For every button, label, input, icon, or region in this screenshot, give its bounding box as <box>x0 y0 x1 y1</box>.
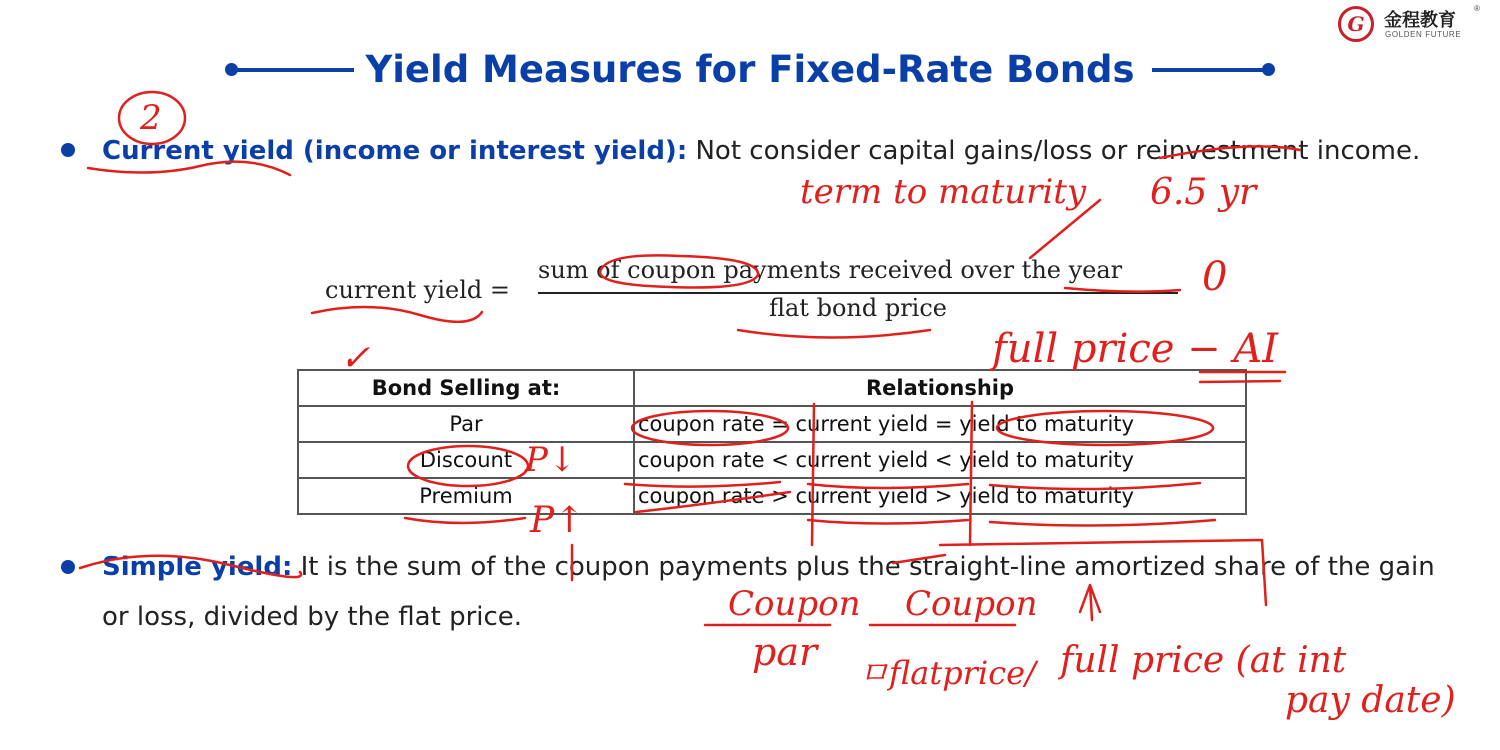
annotation-term-to-maturity: term to maturity <box>800 172 1087 212</box>
table-row <box>298 478 1246 514</box>
table-cell-selling-at: Par <box>298 406 634 442</box>
title-right-dot <box>1262 63 1275 76</box>
table-header-relationship: Relationship <box>634 370 1246 406</box>
current-yield-formula <box>325 252 1195 332</box>
logo-mark-icon: G <box>1338 6 1374 42</box>
table-header-row <box>298 370 1246 406</box>
table-row <box>298 442 1246 478</box>
formula-denominator: flat bond price <box>768 294 947 322</box>
brand-logo <box>1338 6 1488 42</box>
simple-yield-text: It is the sum of the coupon payments plus the straight-line amortized share of the gain or loss, divided by the flat price. <box>102 552 1435 632</box>
title-right-rule <box>1152 68 1267 72</box>
current-yield-paragraph <box>102 126 1462 176</box>
annotation-years: 6.5 yr <box>1150 172 1257 213</box>
underline-premium <box>405 518 525 523</box>
title-bar <box>0 40 1500 104</box>
annotation-coupon-1: Coupon <box>728 584 861 624</box>
annotation-zero: 0 <box>1202 254 1228 300</box>
bond-relationship-table <box>297 369 1247 515</box>
table-cell-selling-at: Discount <box>298 442 634 478</box>
annotation-full-price-ai: full price − AI <box>992 326 1279 372</box>
annotation-check: ✓ <box>340 338 371 379</box>
table-header-selling-at: Bond Selling at: <box>298 370 634 406</box>
annotation-circled-2: 2 <box>140 98 162 138</box>
annotation-coupon-2: Coupon <box>905 584 1038 624</box>
bullet-dot-simple-yield <box>61 560 75 574</box>
bullet-dot-current-yield <box>61 143 75 157</box>
annotation-p-up: P↑ <box>530 500 585 541</box>
annotation-par: par <box>752 630 818 674</box>
table-cell-relationship: coupon rate = current yield = yield to maturity <box>634 406 1246 442</box>
simple-yield-term: Simple yield: <box>102 552 293 582</box>
table-cell-selling-at: Premium <box>298 478 634 514</box>
table-cell-relationship: coupon rate < current yield < yield to maturity <box>634 442 1246 478</box>
table-row <box>298 406 1246 442</box>
formula-lhs: current yield = <box>325 276 510 304</box>
annotation-flat-price: ㅁflatprice/ <box>858 654 1036 692</box>
page-title: Yield Measures for Fixed-Rate Bonds <box>365 48 1135 91</box>
logo-name-en: GOLDEN FUTURE <box>1385 30 1462 39</box>
annotation-full-price: full price (at int <box>1060 640 1347 681</box>
annotation-p-down: P↓ <box>525 440 577 480</box>
logo-name-cn: 金程教育 <box>1384 10 1456 31</box>
current-yield-term: Current yield (income or interest yield): <box>102 136 688 166</box>
table-cell-relationship: coupon rate > current yield > yield to maturity <box>634 478 1246 514</box>
logo-registered-mark: ® <box>1474 4 1480 13</box>
annotation-pay-date: pay date) <box>1285 680 1456 721</box>
formula-numerator: sum of coupon payments received over the year <box>538 256 1123 284</box>
current-yield-text: Not consider capital gains/loss or reinvestment income. <box>687 136 1421 166</box>
